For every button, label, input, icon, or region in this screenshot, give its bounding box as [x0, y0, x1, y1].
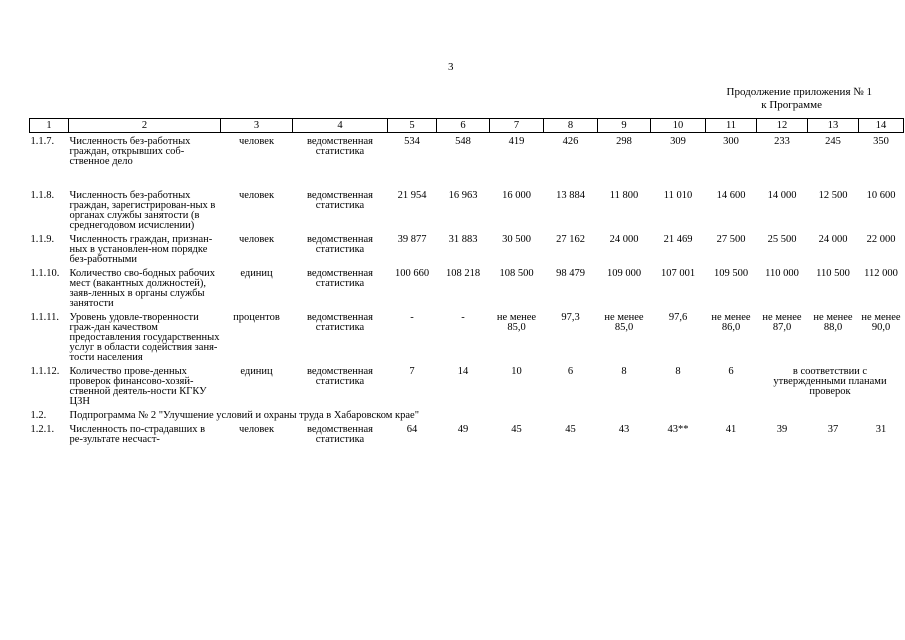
header-cell: 12: [757, 119, 808, 133]
header-cell: 6: [437, 119, 490, 133]
header-cell: 3: [221, 119, 293, 133]
row-source: ведомственная статистика: [307, 190, 373, 211]
header-cell: 1: [30, 119, 69, 133]
row-code: 1.1.7.: [30, 136, 55, 147]
row-value: 97,6: [668, 312, 688, 323]
row-value: не менее 85,0: [496, 312, 537, 333]
table-row: [30, 231, 904, 265]
row-value: 24 000: [818, 234, 848, 245]
row-value: не менее 88,0: [813, 312, 853, 333]
table-row: [30, 309, 904, 363]
row-value: 31: [875, 424, 887, 435]
table-row: [30, 133, 904, 168]
row-value: не менее 85,0: [604, 312, 644, 333]
indicators-table: [29, 118, 904, 445]
header-cell: 4: [293, 119, 388, 133]
row-value: 30 500: [502, 234, 531, 245]
row-value: 31 883: [448, 234, 478, 245]
row-name: Численность граждан, признан-ных в установлен-ном порядке без-работными: [69, 234, 213, 265]
row-value: 14 600: [716, 190, 746, 201]
row-value: 39: [776, 424, 788, 435]
row-value: -: [461, 312, 465, 323]
row-value: 64: [406, 424, 418, 435]
row-source: ведомственная статистика: [307, 268, 373, 289]
header-cell: 13: [808, 119, 859, 133]
row-value: 110 000: [765, 268, 799, 279]
row-value: 16 000: [502, 190, 531, 201]
row-value: 426: [562, 136, 579, 147]
row-name: Численность без-работных граждан, зарегистрирован-ных в органах службы занятости (в среднегодовом исчислении): [69, 190, 216, 231]
table-row-subprogram: [30, 407, 904, 421]
appendix-note: [640, 86, 872, 112]
header-cell: 10: [651, 119, 706, 133]
row-source: ведомственная статистика: [307, 424, 373, 445]
row-value: 11 800: [609, 190, 639, 201]
row-value: 534: [404, 136, 420, 147]
row-value: 233: [774, 136, 790, 147]
row-name: Численность по-страдавших в ре-зультате несчаст-: [69, 424, 206, 445]
row-note: в соответствии с утвержденными планами проверок: [773, 366, 887, 397]
row-value: 14 000: [767, 190, 797, 201]
row-value: 110 500: [816, 268, 850, 279]
row-value: 21 469: [663, 234, 693, 245]
row-code: 1.1.12.: [30, 366, 60, 377]
row-code: 1.2.: [30, 410, 47, 421]
row-value: 12 500: [818, 190, 848, 201]
table-row: [30, 167, 904, 231]
row-unit: процентов: [233, 312, 280, 323]
row-name: Количество прове-денных проверок финансово-хозяй-ственной деятель-ности КГКУ ЦЗН: [69, 366, 207, 407]
row-unit: человек: [238, 424, 275, 435]
row-value: не менее 86,0: [711, 312, 751, 333]
row-value: 107 001: [660, 268, 696, 279]
row-value: 109 000: [606, 268, 642, 279]
row-value: 7: [409, 366, 415, 377]
row-value: 41: [725, 424, 737, 435]
table-row: [30, 265, 904, 309]
row-name: Численность без-работных граждан, открывших соб-ственное дело: [69, 136, 191, 167]
header-cell: 9: [598, 119, 651, 133]
row-value: 98 479: [556, 268, 585, 279]
row-code: 1.1.9.: [30, 234, 55, 245]
row-value: 97,3: [561, 312, 580, 323]
row-value: 298: [616, 136, 632, 147]
row-code: 1.1.10.: [30, 268, 60, 279]
table-row: [30, 363, 904, 407]
row-value: 112 000: [864, 268, 898, 279]
row-value: 49: [457, 424, 469, 435]
header-cell: 11: [706, 119, 757, 133]
row-source: ведомственная статистика: [307, 312, 373, 333]
header-cell: 5: [388, 119, 437, 133]
row-value: 309: [670, 136, 686, 147]
row-value: 16 963: [448, 190, 478, 201]
page-number: 3: [448, 61, 454, 73]
appendix-note-line2: к Программе: [761, 99, 822, 111]
row-unit: человек: [238, 190, 275, 201]
row-name: Количество сво-бодных рабочих мест (вакантных должностей), заяв-ленных в органы службы занятости: [69, 268, 216, 309]
row-value: 108 500: [499, 268, 534, 279]
row-value: 21 954: [397, 190, 427, 201]
row-value: 6: [728, 366, 734, 377]
row-source: ведомственная статистика: [307, 366, 373, 387]
header-cell: 2: [69, 119, 221, 133]
row-value: не менее 87,0: [762, 312, 802, 333]
row-value: 45: [565, 424, 576, 435]
row-value: 43**: [667, 424, 689, 435]
row-unit: единиц: [240, 268, 273, 279]
row-value: 10: [511, 366, 522, 377]
row-source: ведомственная статистика: [307, 136, 373, 157]
row-value: 100 660: [394, 268, 430, 279]
row-value: 300: [723, 136, 739, 147]
row-value: 27 500: [716, 234, 746, 245]
row-value: 419: [508, 136, 525, 147]
row-value: -: [410, 312, 414, 323]
row-code: 1.2.1.: [30, 424, 55, 435]
row-value: 24 000: [609, 234, 639, 245]
row-value: 109 500: [713, 268, 749, 279]
row-value: 45: [511, 424, 522, 435]
row-value: 108 218: [445, 268, 481, 279]
row-value: 27 162: [556, 234, 585, 245]
row-unit: человек: [238, 136, 275, 147]
row-value: 8: [621, 366, 627, 377]
row-value: 37: [827, 424, 839, 435]
row-name: Уровень удовле-творенности граж-дан качеством предоставления государственных услуг в области содействия заня-тости населения: [69, 312, 220, 363]
header-cell: 8: [544, 119, 598, 133]
row-value: 245: [825, 136, 841, 147]
row-value: 39 877: [397, 234, 427, 245]
header-cell: 14: [859, 119, 904, 133]
table-header-row: [30, 119, 904, 133]
row-value: не менее 90,0: [861, 312, 901, 333]
row-value: 6: [567, 366, 574, 377]
row-code: 1.1.8.: [30, 190, 55, 201]
row-source: ведомственная статистика: [307, 234, 373, 255]
row-value: 22 000: [866, 234, 896, 245]
row-value: 10 600: [866, 190, 896, 201]
row-value: 14: [457, 366, 469, 377]
row-value: 11 010: [663, 190, 693, 201]
appendix-note-line1: Продолжение приложения № 1: [726, 86, 872, 98]
row-value: 13 884: [556, 190, 585, 201]
subprogram-title: Подпрограмма № 2 "Улучшение условий и охраны труда в Хабаровском крае": [69, 410, 419, 421]
row-code: 1.1.11.: [30, 312, 59, 323]
row-value: 350: [873, 136, 889, 147]
table-row: [30, 421, 904, 445]
row-unit: единиц: [240, 366, 273, 377]
row-unit: человек: [238, 234, 275, 245]
row-value: 548: [455, 136, 471, 147]
row-value: 25 500: [767, 234, 797, 245]
header-cell: 7: [490, 119, 544, 133]
row-value: 43: [618, 424, 630, 435]
row-value: 8: [675, 366, 681, 377]
